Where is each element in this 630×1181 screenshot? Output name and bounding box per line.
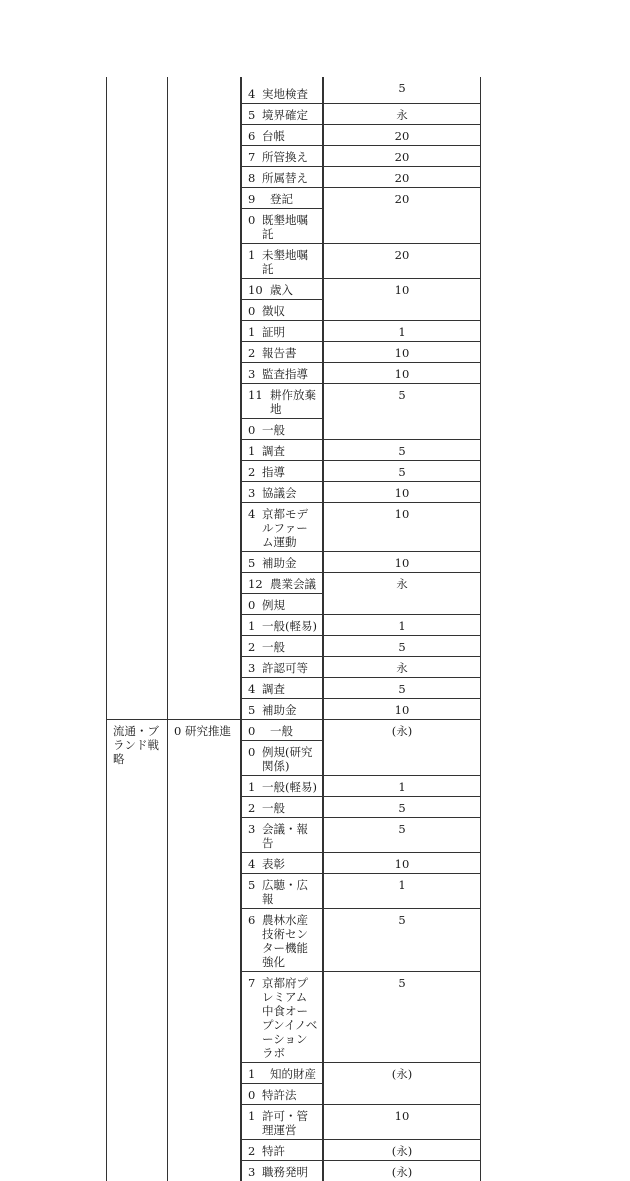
retention-period: 20 (394, 191, 410, 206)
retention-period: 20 (394, 128, 410, 143)
retention-period: 1 (398, 618, 406, 633)
retention-period: 永 (396, 107, 408, 122)
item-number: 7 (248, 150, 256, 164)
retention-period: 10 (394, 506, 410, 521)
retention-period: 1 (398, 324, 406, 339)
retention-period: 5 (398, 464, 406, 479)
item-cell (241, 677, 323, 698)
item-label: 一般(軽易) (262, 619, 317, 633)
item-label: 未墾地嘱託 (262, 248, 308, 276)
item-label: 例規(研究関係) (262, 745, 313, 773)
retention-period-cell (324, 383, 481, 439)
retention-period: (永) (391, 1066, 413, 1081)
item-label: 実地検査 (262, 87, 308, 101)
item-number: 4 (248, 507, 256, 521)
item-cell (241, 243, 323, 278)
retention-period-cell (324, 635, 481, 656)
item-cell (241, 320, 323, 341)
retention-period-cell (324, 124, 481, 145)
records-retention-table (106, 77, 526, 1181)
item-cell (241, 362, 323, 383)
retention-period-cell (324, 1139, 481, 1160)
item-cell (241, 1083, 323, 1104)
retention-period-cell (324, 572, 481, 614)
group-label: 耕作放棄地 (270, 388, 316, 416)
item-cell (241, 796, 323, 817)
item-cell (241, 551, 323, 572)
item-cell (241, 1160, 323, 1181)
retention-period: 10 (394, 1108, 410, 1123)
retention-period-cell (324, 719, 481, 775)
item-label: 報告書 (262, 346, 297, 360)
retention-period: 10 (394, 345, 410, 360)
retention-period: 10 (394, 485, 410, 500)
item-cell (241, 208, 323, 243)
item-label: 職務発明 (262, 1165, 308, 1179)
group-cell (241, 187, 323, 208)
item-number: 4 (248, 682, 256, 696)
group-cell (241, 383, 323, 418)
group-cell (241, 572, 323, 593)
group-cell (241, 719, 323, 740)
item-number: 2 (248, 1144, 256, 1158)
group-label: 一般 (270, 724, 293, 738)
item-label: 所管換え (262, 150, 308, 164)
item-number: 5 (248, 556, 256, 570)
item-number: 1 (248, 248, 256, 262)
retention-period: 20 (394, 149, 410, 164)
retention-period-cell (324, 341, 481, 362)
retention-period: 10 (394, 282, 410, 297)
retention-period: 10 (394, 702, 410, 717)
item-cell (241, 83, 323, 103)
item-label: 協議会 (262, 486, 297, 500)
retention-period-cell (324, 1062, 481, 1104)
item-label: 広聴・広報 (262, 878, 308, 906)
item-label: 表彰 (262, 857, 285, 871)
retention-period: (永) (391, 723, 413, 738)
item-label: 徴収 (262, 304, 285, 318)
retention-period-cell (324, 677, 481, 698)
item-label: 許可・管理運営 (262, 1109, 308, 1137)
item-label: 特許 (262, 1144, 285, 1158)
retention-period-cell (324, 656, 481, 677)
item-number: 7 (248, 976, 256, 990)
retention-period: 5 (398, 975, 406, 990)
retention-period: 永 (396, 576, 408, 591)
item-number: 4 (248, 87, 256, 101)
subcategory-cell (168, 719, 241, 1181)
group-label: 知的財産 (270, 1067, 316, 1081)
group-label: 歳入 (270, 283, 293, 297)
item-cell (241, 124, 323, 145)
item-cell (241, 103, 323, 124)
item-cell (241, 635, 323, 656)
item-number: 0 (248, 745, 256, 759)
item-number: 2 (248, 346, 256, 360)
subcategory-label: 0 研究推進 (174, 723, 231, 738)
item-number: 0 (248, 598, 256, 612)
retention-period-cell (324, 551, 481, 572)
retention-period: 20 (394, 247, 410, 262)
retention-period-cell (324, 362, 481, 383)
retention-period-cell (324, 481, 481, 502)
category-cell (107, 719, 168, 1181)
retention-period: 10 (394, 366, 410, 381)
item-number: 2 (248, 640, 256, 654)
item-label: 例規 (262, 598, 285, 612)
retention-period: 5 (398, 681, 406, 696)
item-cell (241, 439, 323, 460)
item-number: 1 (248, 619, 256, 633)
item-cell (241, 593, 323, 614)
retention-period-cell (324, 796, 481, 817)
retention-period-cell (324, 439, 481, 460)
item-label: 特許法 (262, 1088, 297, 1102)
item-label: 補助金 (262, 556, 297, 570)
item-cell (241, 145, 323, 166)
group-number: 9 (248, 192, 256, 206)
retention-period-cell (324, 187, 481, 243)
group-number: 0 (248, 724, 256, 738)
retention-period: 5 (398, 912, 406, 927)
item-cell (241, 908, 323, 971)
item-label: 一般 (262, 640, 285, 654)
item-number: 5 (248, 108, 256, 122)
item-number: 2 (248, 801, 256, 815)
item-label: 会議・報告 (262, 822, 308, 850)
item-number: 1 (248, 444, 256, 458)
retention-period: 5 (398, 821, 406, 836)
item-label: 指導 (262, 465, 285, 479)
retention-period-cell (324, 1160, 481, 1181)
category-cell (107, 77, 168, 719)
item-label: 既墾地嘱託 (262, 213, 308, 241)
item-cell (241, 502, 323, 551)
item-label: 調査 (262, 444, 285, 458)
retention-period-cell (324, 166, 481, 187)
item-number: 0 (248, 304, 256, 318)
item-cell (241, 775, 323, 796)
group-cell (241, 1062, 323, 1083)
retention-period-cell (324, 852, 481, 873)
item-cell (241, 1139, 323, 1160)
item-number: 0 (248, 1088, 256, 1102)
retention-period: 5 (398, 443, 406, 458)
retention-period-cell (324, 971, 481, 1062)
item-cell (241, 460, 323, 481)
item-number: 0 (248, 423, 256, 437)
retention-period: 1 (398, 779, 406, 794)
retention-period-cell (324, 320, 481, 341)
item-number: 1 (248, 780, 256, 794)
item-cell (241, 166, 323, 187)
item-label: 補助金 (262, 703, 297, 717)
item-number: 6 (248, 913, 256, 927)
retention-period-cell (324, 614, 481, 635)
item-number: 3 (248, 822, 256, 836)
item-cell (241, 698, 323, 719)
item-cell (241, 341, 323, 362)
item-label: 調査 (262, 682, 285, 696)
retention-period-cell (324, 698, 481, 719)
retention-period-cell (324, 817, 481, 852)
item-label: 一般 (262, 423, 285, 437)
item-number: 0 (248, 213, 256, 227)
item-label: 境界確定 (262, 108, 308, 122)
item-number: 5 (248, 878, 256, 892)
retention-period-cell (324, 103, 481, 124)
retention-period-cell (324, 1104, 481, 1139)
retention-period: 5 (398, 81, 406, 95)
item-cell (241, 656, 323, 677)
item-cell (241, 481, 323, 502)
item-number: 3 (248, 367, 256, 381)
retention-period: 永 (396, 660, 408, 675)
item-number: 8 (248, 171, 256, 185)
item-cell (241, 817, 323, 852)
table-row (107, 77, 526, 103)
group-cell (241, 278, 323, 299)
retention-period: 5 (398, 800, 406, 815)
item-number: 3 (248, 661, 256, 675)
group-number: 11 (248, 388, 263, 402)
item-number: 6 (248, 129, 256, 143)
item-cell (241, 299, 323, 320)
item-cell (241, 1104, 323, 1139)
item-cell (241, 852, 323, 873)
retention-period-cell (324, 460, 481, 481)
item-label: 台帳 (262, 129, 285, 143)
item-number: 4 (248, 857, 256, 871)
item-number: 5 (248, 703, 256, 717)
table-row (107, 719, 526, 775)
retention-period-cell (324, 77, 481, 103)
group-number: 10 (248, 283, 263, 297)
item-number: 3 (248, 486, 256, 500)
retention-period: 5 (398, 639, 406, 654)
retention-period: 20 (394, 170, 410, 185)
item-cell (241, 418, 323, 439)
retention-period-cell (324, 145, 481, 166)
group-number: 1 (248, 1067, 256, 1081)
item-label: 一般 (262, 801, 285, 815)
item-label: 許認可等 (262, 661, 308, 675)
retention-period-cell (324, 908, 481, 971)
item-label: 証明 (262, 325, 285, 339)
retention-period: 10 (394, 856, 410, 871)
retention-period: 1 (398, 877, 406, 892)
item-label: 監査指導 (262, 367, 308, 381)
group-number: 12 (248, 577, 263, 591)
retention-period-cell (324, 775, 481, 796)
item-number: 3 (248, 1165, 256, 1179)
retention-period: (永) (391, 1164, 413, 1179)
retention-period: 10 (394, 555, 410, 570)
item-label: 所属替え (262, 171, 308, 185)
retention-period: 5 (398, 387, 406, 402)
item-label: 農林水産技術センター機能強化 (262, 913, 308, 969)
category-label: 流通・ブランド戦略 (113, 723, 159, 766)
group-label: 登記 (270, 192, 293, 206)
item-cell (241, 614, 323, 635)
item-cell (241, 971, 323, 1062)
item-label: 一般(軽易) (262, 780, 317, 794)
item-label: 京都モデルファーム運動 (262, 507, 308, 549)
item-number: 1 (248, 1109, 256, 1123)
retention-period: (永) (391, 1143, 413, 1158)
retention-period-cell (324, 502, 481, 551)
item-number: 2 (248, 465, 256, 479)
subcategory-cell (168, 77, 241, 719)
item-label: 京都府プレミアム中食オープンイノベーションラボ (262, 976, 318, 1060)
retention-period-cell (324, 278, 481, 320)
retention-period-cell (324, 243, 481, 278)
group-label: 農業会議 (270, 577, 316, 591)
item-number: 1 (248, 325, 256, 339)
item-cell (241, 740, 323, 775)
